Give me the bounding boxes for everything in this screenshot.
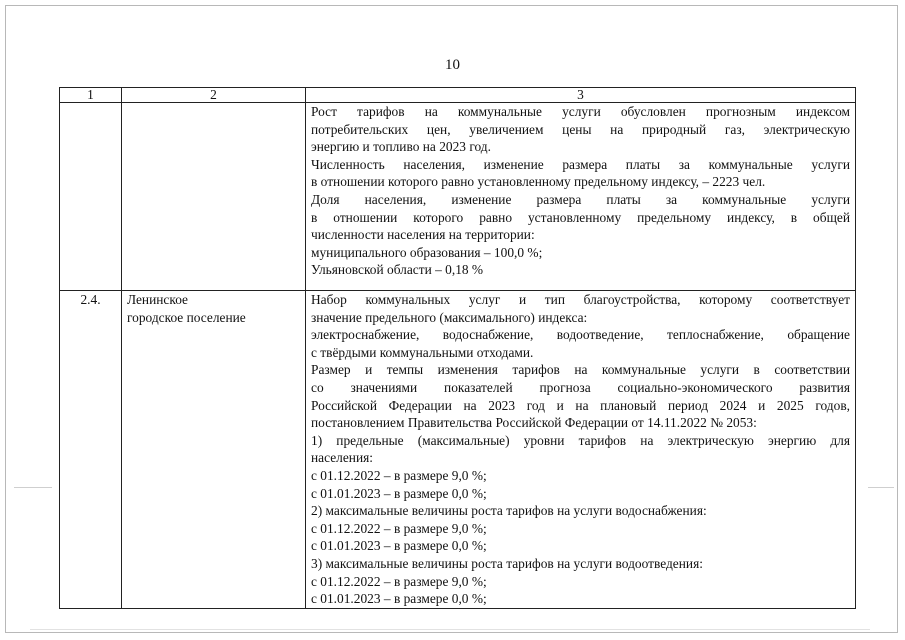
text-line: Численность населения, изменение размера платы за коммунальные услуги: [311, 156, 850, 172]
table-row: [60, 291, 856, 609]
text-line: 3) максимальные величины роста тарифов на услуги водоотведения:: [311, 555, 703, 571]
row-prev-name: [122, 103, 306, 291]
text-line: Размер и темпы изменения тарифов на коммунальные услуги в соответствии: [311, 362, 850, 378]
text-line: Доля населения, изменение размера платы за коммунальные услуги: [311, 191, 850, 207]
text-line: Российской Федерации на 2023 год и на плановый период 2024 и 2025 годов,: [311, 397, 850, 413]
text-line: в отношении которого равно установленному предельному индексу, в общей: [311, 209, 850, 225]
municipality-name-line-1: Ленинское: [127, 292, 189, 307]
table-row: [60, 103, 856, 291]
text-line: муниципального образования – 100,0 %;: [311, 244, 543, 260]
text-line: численности населения на территории:: [311, 227, 535, 243]
text-line: Набор коммунальных услуг и тип благоустройства, которому соответствует: [311, 292, 850, 307]
text-line: Ульяновской области – 0,18 %: [311, 262, 484, 278]
text-line: с 01.01.2023 – в размере 0,0 %;: [311, 591, 487, 607]
text-line: со значениями показателей прогноза социально-экономического развития: [311, 379, 850, 395]
scan-artifact: [14, 487, 52, 488]
municipality-name-line-2: городское поселение: [127, 309, 246, 325]
text-line: в отношении которого равно установленному предельному индексу, – 2223 чел.: [311, 174, 766, 190]
text-line: с 01.01.2023 – в размере 0,0 %;: [311, 485, 487, 501]
text-line: постановлением Правительства Российской Федерации от 14.11.2022 № 2053:: [311, 415, 757, 431]
text-line: 2) максимальные величины роста тарифов на услуги водоснабжения:: [311, 503, 707, 519]
document-table: [59, 87, 856, 609]
header-col-2: 2: [122, 88, 306, 103]
page-number: 10: [445, 57, 460, 73]
row-prev-text: [306, 103, 856, 291]
header-col-3: 3: [306, 88, 856, 103]
row-2-4-number: 2.4.: [60, 291, 122, 609]
row-2-4-name: [122, 291, 306, 609]
table-header-row: [60, 88, 856, 103]
text-line: значение предельного (максимального) индекса:: [311, 309, 588, 325]
scan-artifact: [868, 487, 894, 488]
text-line: с 01.01.2023 – в размере 0,0 %;: [311, 538, 487, 554]
text-line: с 01.12.2022 – в размере 9,0 %;: [311, 520, 487, 536]
text-line: Рост тарифов на коммунальные услуги обусловлен прогнозным индексом: [311, 104, 850, 119]
text-line: населения:: [311, 450, 373, 466]
text-line: с 01.12.2022 – в размере 9,0 %;: [311, 573, 487, 589]
text-line: с твёрдыми коммунальными отходами.: [311, 344, 534, 360]
text-line: электроснабжение, водоснабжение, водоотведение, теплоснабжение, обращение: [311, 327, 850, 343]
header-col-1: 1: [60, 88, 122, 103]
text-line: с 01.12.2022 – в размере 9,0 %;: [311, 467, 487, 483]
text-line: потребительских цен, увеличением цены на природный газ, электрическую: [311, 121, 850, 137]
text-line: энергию и топливо на 2023 год.: [311, 139, 491, 155]
row-prev-number: [60, 103, 122, 291]
scan-artifact: [30, 629, 870, 630]
text-line: 1) предельные (максимальные) уровни тарифов на электрическую энергию для: [311, 432, 850, 448]
row-2-4-text: [306, 291, 856, 609]
